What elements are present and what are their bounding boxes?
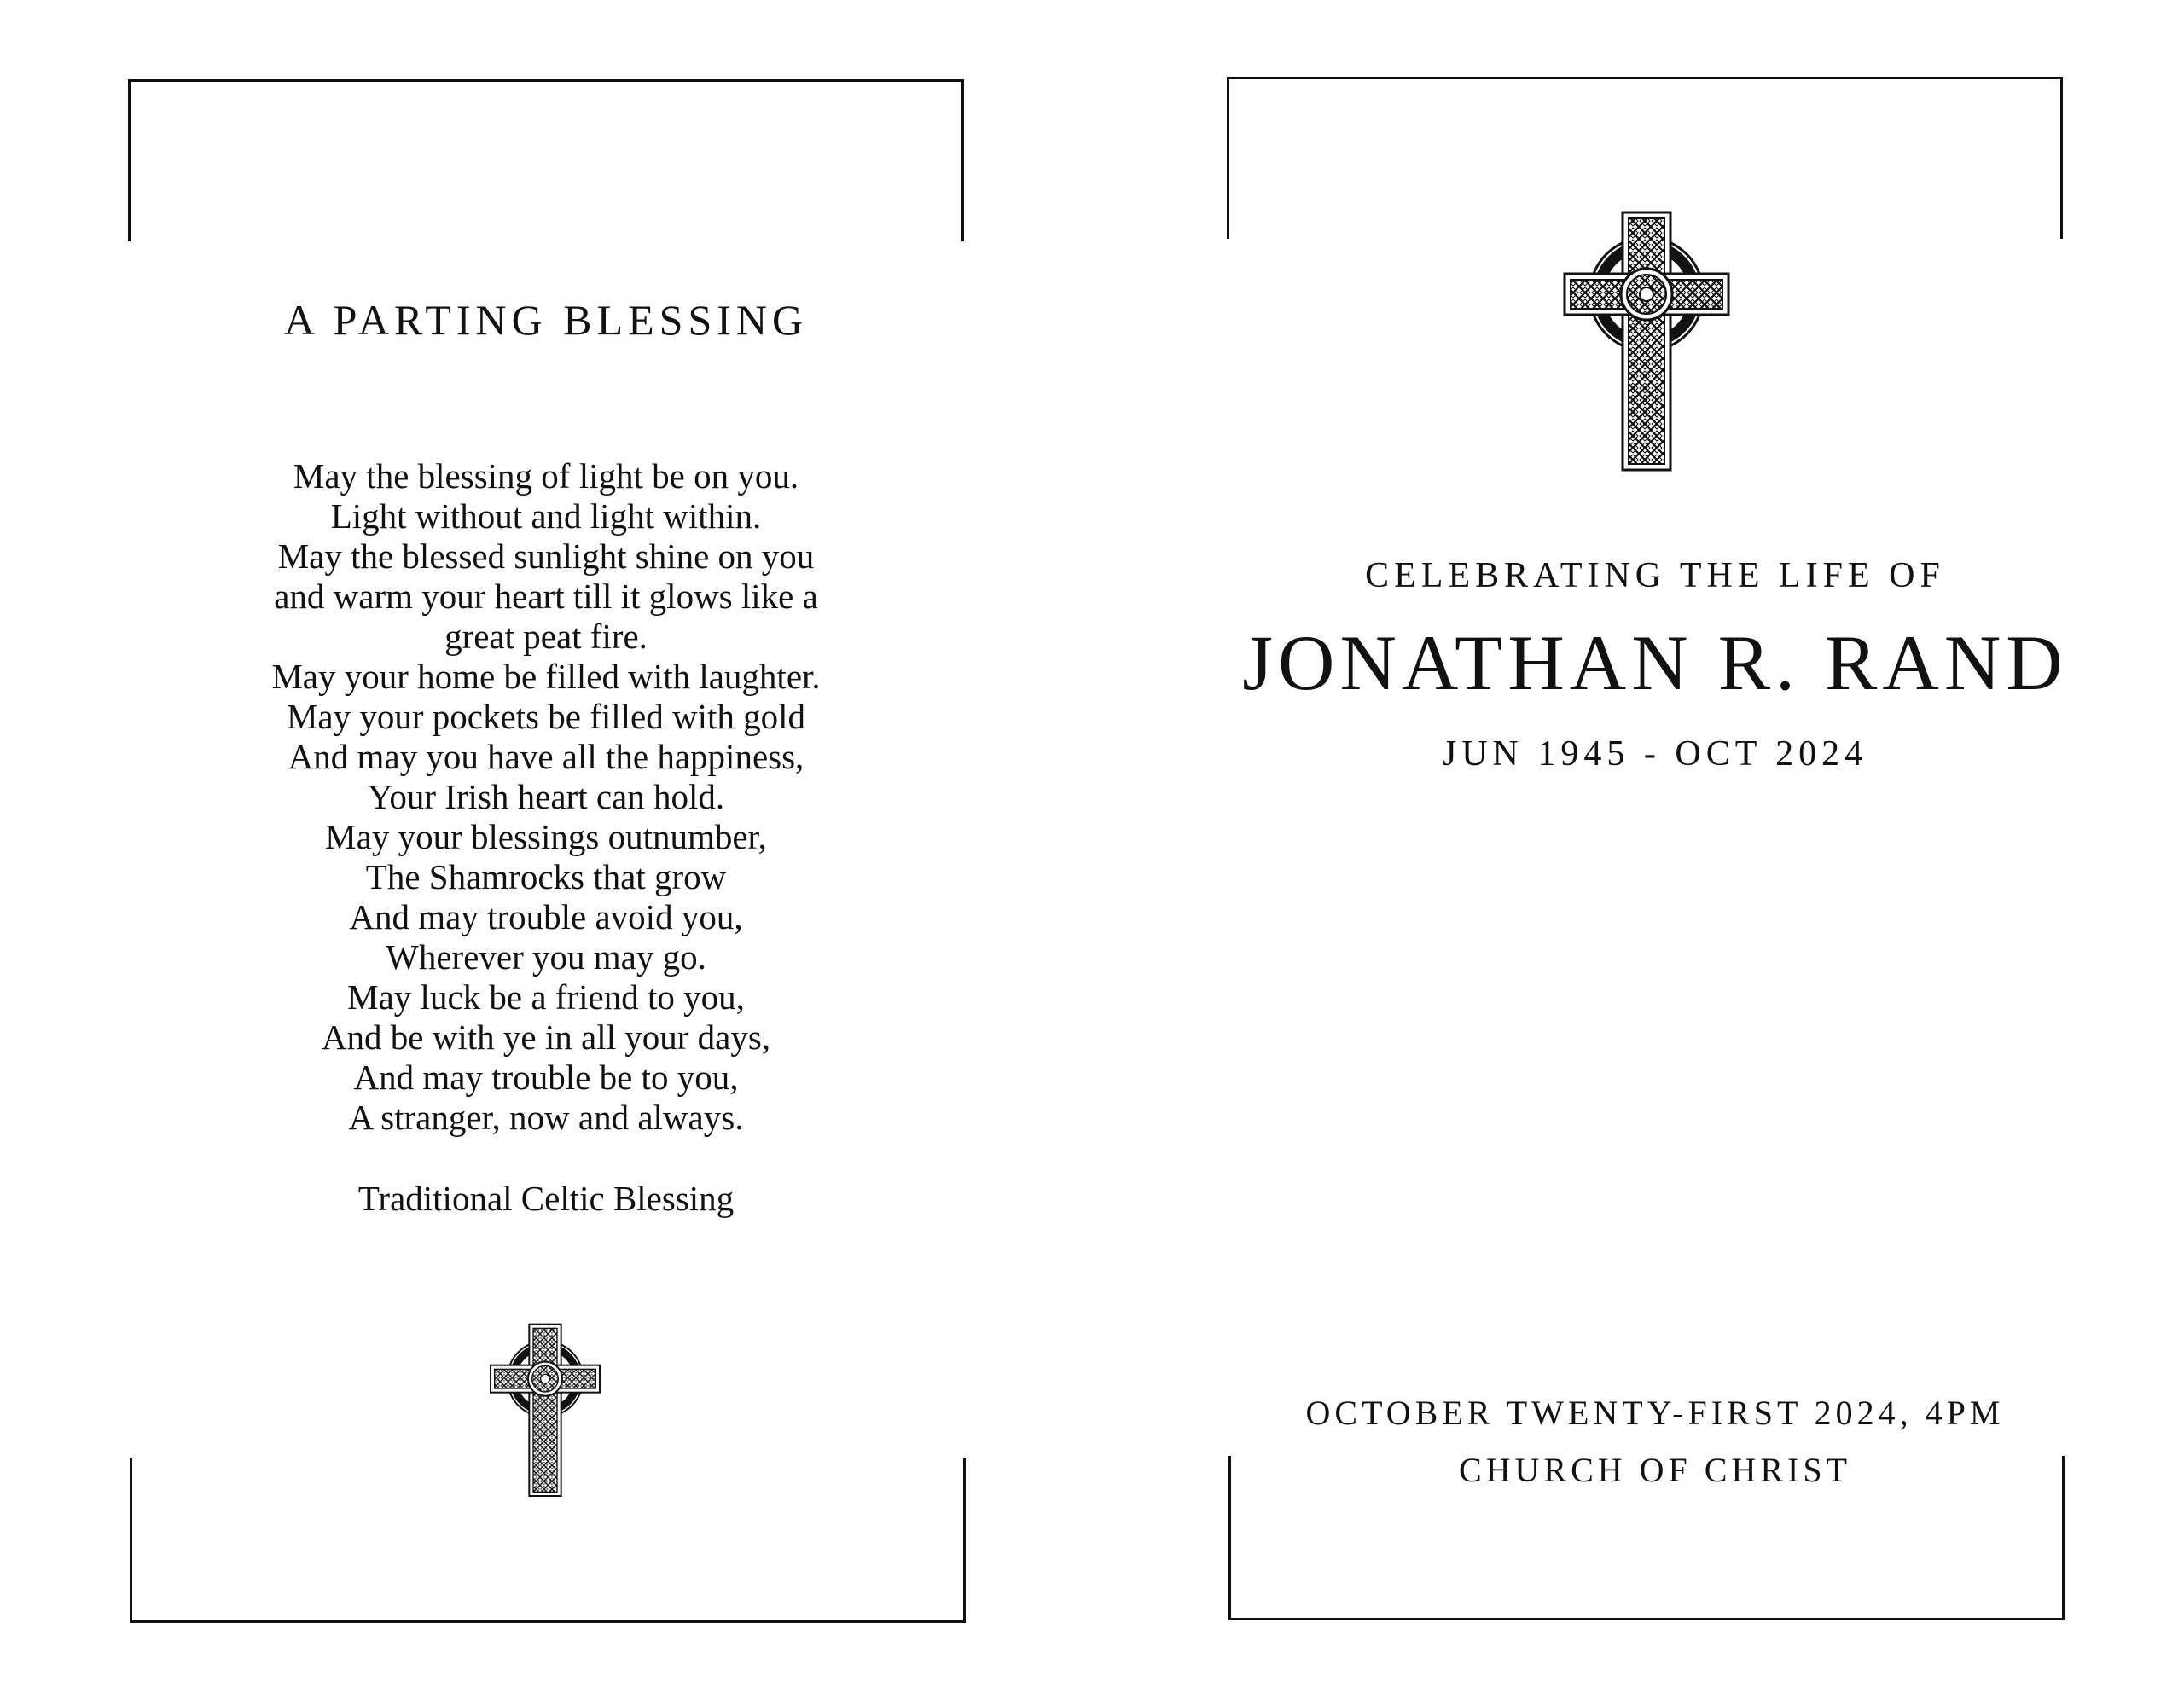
poem-line: May your blessings outnumber, xyxy=(325,817,767,856)
poem-attribution: Traditional Celtic Blessing xyxy=(357,1179,735,1218)
poem-line: and warm your heart till it glows like a xyxy=(274,577,818,616)
poem-line: And may trouble avoid you, xyxy=(349,897,743,936)
celebrating-heading: CELEBRATING THE LIFE OF xyxy=(1365,556,1945,595)
poem-line: May the blessed sunlight shine on you xyxy=(277,536,815,576)
poem-line: May your home be filled with laughter. xyxy=(271,657,821,696)
poem-line: Your Irish heart can hold. xyxy=(367,777,725,816)
poem-line: A stranger, now and always. xyxy=(348,1098,744,1137)
honoree-name: JONATHAN R. RAND xyxy=(1242,619,2068,706)
poem-line: Light without and light within. xyxy=(330,496,762,536)
poem-line: And be with ye in all your days, xyxy=(321,1017,771,1057)
bottom-frame-bracket xyxy=(1228,1456,2065,1620)
poem-line: great peat fire. xyxy=(444,617,648,656)
service-date: OCTOBER TWENTY-FIRST 2024, 4PM xyxy=(1305,1394,2005,1432)
poem-line: May luck be a friend to you, xyxy=(347,977,745,1017)
poem-line: May your pockets be filled with gold xyxy=(286,697,806,736)
poem-line: May the blessing of light be on you. xyxy=(293,456,799,496)
right-page xyxy=(1092,0,2184,1687)
poem-line: And may trouble be to you, xyxy=(353,1058,739,1097)
celtic-cross-icon xyxy=(1561,209,1732,475)
service-place: CHURCH OF CHRIST xyxy=(1458,1451,1852,1489)
top-frame-bracket xyxy=(128,79,964,241)
life-dates: JUN 1945 - OCT 2024 xyxy=(1442,734,1868,774)
blessing-poem xyxy=(77,456,1015,1138)
poem-line: Wherever you may go. xyxy=(386,937,706,977)
poem-line: The Shamrocks that grow xyxy=(365,857,727,896)
bottom-frame-bracket xyxy=(130,1458,966,1623)
poem-line: And may you have all the happiness, xyxy=(288,737,804,776)
blessing-title: A PARTING BLESSING xyxy=(283,296,809,344)
